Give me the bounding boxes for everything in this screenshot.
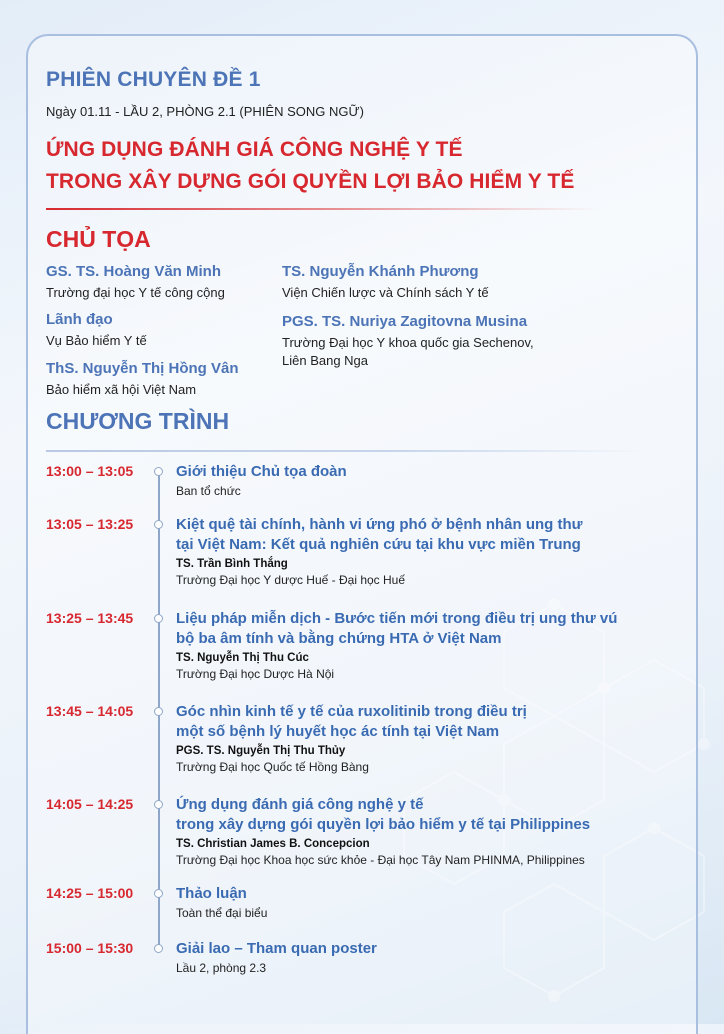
program-speaker: PGS. TS. Nguyễn Thị Thu Thủy xyxy=(176,745,346,757)
program-time: 13:05 – 13:25 xyxy=(46,516,134,532)
chair-name: TS. Nguyễn Khánh Phương xyxy=(282,263,479,280)
program-affiliation: Trường Đại học Khoa học sức khỏe - Đại học Tây Nam PHINMA, Philippines xyxy=(176,853,585,867)
chair-person xyxy=(46,262,225,302)
chair-name: Lãnh đạo xyxy=(46,311,113,328)
program-speaker: TS. Nguyễn Thị Thu Cúc xyxy=(176,652,309,664)
program-note: Lầu 2, phòng 2.3 xyxy=(176,961,267,975)
chair-person xyxy=(46,310,147,350)
timeline-dot-icon xyxy=(154,520,163,529)
program-affiliation: Trường Đại học Quốc tế Hồng Bàng xyxy=(176,760,369,774)
program-time: 13:25 – 13:45 xyxy=(46,610,134,626)
timeline-dot-icon xyxy=(154,707,163,716)
chair-affiliation: Bảo hiểm xã hội Việt Nam xyxy=(46,382,197,397)
program-title-line-2: một số bệnh lý huyết học ác tính tại Việt Nam xyxy=(176,723,500,740)
timeline-dot-icon xyxy=(154,889,163,898)
chairs-heading: CHỦ TỌA xyxy=(46,226,151,252)
chair-affiliation xyxy=(282,334,534,370)
chair-affiliation: Vụ Bảo hiểm Y tế xyxy=(46,333,147,348)
chair-affiliation-line-1: Trường Đại học Y khoa quốc gia Sechenov, xyxy=(282,335,534,350)
chair-person xyxy=(282,262,489,302)
chair-person xyxy=(46,359,239,399)
program-title-line-1: Ứng dụng đánh giá công nghệ y tế xyxy=(176,796,424,813)
program-title xyxy=(176,609,676,649)
chair-name: ThS. Nguyễn Thị Hồng Vân xyxy=(46,360,239,377)
program-time: 13:00 – 13:05 xyxy=(46,463,134,479)
program-title-line-2: bộ ba âm tính và bằng chứng HTA ở Việt Nam xyxy=(176,630,502,647)
session-title-line-2: TRONG XÂY DỰNG GÓI QUYỀN LỢI BẢO HIỂM Y TẾ xyxy=(46,170,575,193)
program-title xyxy=(176,702,676,742)
program-title-line-2: trong xây dựng gói quyền lợi bảo hiểm y tế tại Philippines xyxy=(176,816,591,833)
program-title: Thảo luận xyxy=(176,885,247,902)
timeline-dot-icon xyxy=(154,614,163,623)
program-title-line-1: Kiệt quệ tài chính, hành vi ứng phó ở bệnh nhân ung thư xyxy=(176,516,583,533)
timeline-dot-icon xyxy=(154,944,163,953)
program-title: Giải lao – Tham quan poster xyxy=(176,940,377,957)
program-divider xyxy=(46,450,646,452)
program-title xyxy=(176,795,696,835)
chair-affiliation: Viện Chiến lược và Chính sách Y tế xyxy=(282,285,489,300)
program-title xyxy=(176,515,676,555)
chair-name: PGS. TS. Nuriya Zagitovna Musina xyxy=(282,313,528,330)
program-heading: CHƯƠNG TRÌNH xyxy=(46,408,230,434)
chair-name: GS. TS. Hoàng Văn Minh xyxy=(46,263,222,280)
program-speaker: TS. Christian James B. Concepcion xyxy=(176,838,370,850)
program-affiliation: Trường Đại học Dược Hà Nội xyxy=(176,667,335,681)
program-time: 14:25 – 15:00 xyxy=(46,885,134,901)
session-label: PHIÊN CHUYÊN ĐỀ 1 xyxy=(46,68,261,91)
program-title-line-1: Góc nhìn kinh tế y tế của ruxolitinib trong điều trị xyxy=(176,703,527,720)
timeline-dot-icon xyxy=(154,467,163,476)
session-meta: Ngày 01.11 - LẦU 2, PHÒNG 2.1 (PHIÊN SONG NGỮ) xyxy=(46,104,364,119)
session-title-line-1: ỨNG DỤNG ĐÁNH GIÁ CÔNG NGHỆ Y TẾ xyxy=(46,138,463,161)
title-divider xyxy=(46,208,598,210)
chair-affiliation: Trường đại học Y tế công cộng xyxy=(46,285,225,300)
program-time: 15:00 – 15:30 xyxy=(46,940,134,956)
program-speaker: TS. Trần Bình Thắng xyxy=(176,558,288,570)
program-note: Ban tổ chức xyxy=(176,484,241,498)
program-note: Toàn thể đại biểu xyxy=(176,906,268,920)
program-title: Giới thiệu Chủ tọa đoàn xyxy=(176,463,347,480)
chair-person xyxy=(282,312,534,370)
program-affiliation: Trường Đại học Y dược Huế - Đại học Huế xyxy=(176,573,406,587)
timeline-dot-icon xyxy=(154,800,163,809)
program-time: 14:05 – 14:25 xyxy=(46,796,134,812)
program-time: 13:45 – 14:05 xyxy=(46,703,134,719)
program-title-line-1: Liệu pháp miễn dịch - Bước tiến mới trong điều trị ung thư vú xyxy=(176,610,618,627)
program-title-line-2: tại Việt Nam: Kết quả nghiên cứu tại khu vực miền Trung xyxy=(176,536,581,553)
session-title xyxy=(46,134,574,198)
chair-affiliation-line-2: Liên Bang Nga xyxy=(282,353,369,368)
